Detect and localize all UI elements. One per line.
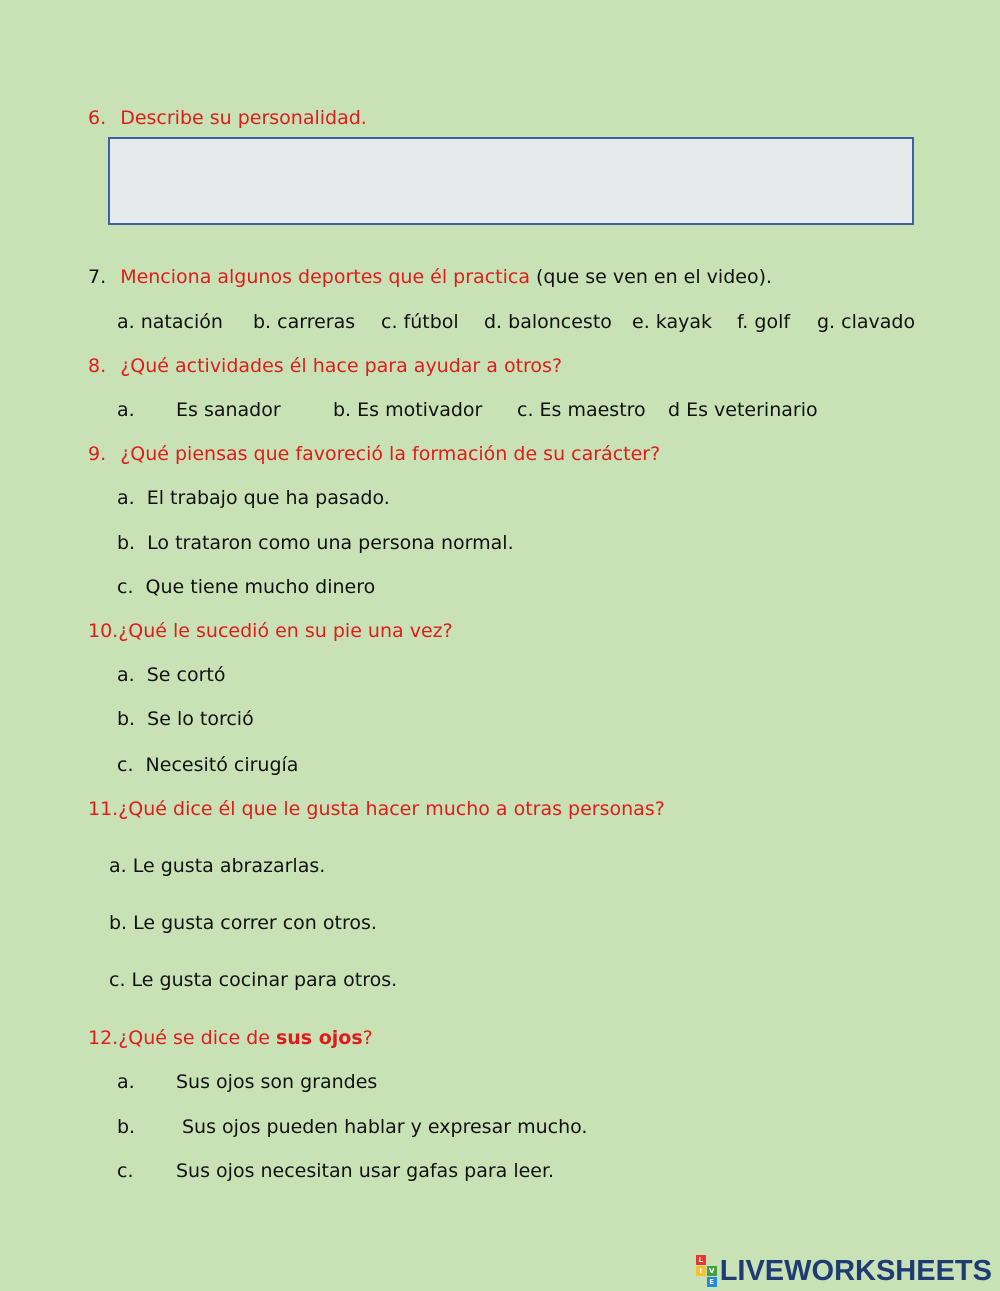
option-text: Necesitó cirugía (145, 754, 299, 776)
logo-letter-l: L (696, 1255, 706, 1265)
option-b[interactable]: b. Le gusta correr con otros. (109, 912, 377, 934)
question-text: Menciona algunos deportes que él practica (120, 266, 530, 288)
option-text: El trabajo que ha pasado. (146, 487, 390, 509)
logo-icon (696, 1255, 717, 1287)
question-note: (que se ven en el video). (529, 266, 773, 288)
question-text: ¿Qué dice él que le gusta hacer mucho a otras personas? (118, 798, 665, 820)
question-number: 8. (88, 355, 107, 377)
logo-letter-i: I (696, 1266, 706, 1276)
option-b[interactable]: b. carreras (253, 311, 356, 333)
question-10 (88, 620, 453, 642)
option-letter: a. (117, 1071, 135, 1093)
option-g[interactable]: g. clavado (817, 311, 916, 333)
option-a[interactable]: a. natación (117, 311, 223, 333)
option-letter: a. (117, 664, 135, 686)
option-letter: c. (117, 754, 134, 776)
option-c[interactable] (117, 754, 298, 776)
option-letter: c. (117, 576, 134, 598)
option-c[interactable]: c. fútbol (381, 311, 459, 333)
option-letter: a. (117, 487, 135, 509)
question-6 (88, 107, 367, 129)
option-b[interactable] (117, 532, 514, 554)
option-c[interactable]: c. Es maestro (517, 399, 646, 421)
question-text-bold: sus ojos (275, 1027, 363, 1049)
question-text: ¿Qué se dice de (118, 1027, 276, 1049)
option-letter: b. (117, 708, 136, 730)
option-text: Sus ojos necesitan usar gafas para leer. (176, 1160, 555, 1182)
question-number: 6. (88, 107, 107, 129)
question-11 (88, 798, 665, 820)
liveworksheets-logo[interactable] (696, 1256, 992, 1286)
logo-letter-v: V (707, 1266, 717, 1276)
option-a[interactable] (117, 487, 390, 509)
question-7 (88, 266, 772, 288)
option-letter: b. (117, 532, 136, 554)
option-text: Lo trataron como una persona normal. (147, 532, 514, 554)
option-c[interactable]: c. Le gusta cocinar para otros. (109, 969, 398, 991)
option-b[interactable] (117, 1116, 588, 1138)
option-text: Se cortó (146, 664, 226, 686)
option-text: Sus ojos pueden hablar y expresar mucho. (182, 1116, 588, 1138)
option-a-letter: a. (117, 399, 135, 421)
option-d[interactable]: d. baloncesto (484, 311, 612, 333)
option-letter: b. (117, 1116, 136, 1138)
question-text: ¿Qué actividades él hace para ayudar a otros? (120, 355, 563, 377)
question-12 (88, 1027, 373, 1049)
option-e[interactable]: e. kayak (632, 311, 712, 333)
option-c[interactable] (117, 576, 375, 598)
answer-text-box[interactable] (108, 137, 914, 225)
question-number: 7. (88, 266, 107, 288)
logo-text: LIVEWORKSHEETS (719, 1254, 992, 1287)
question-9 (88, 443, 660, 465)
option-f[interactable]: f. golf (737, 311, 791, 333)
question-number: 10. (88, 620, 119, 642)
question-number: 9. (88, 443, 107, 465)
logo-letter-e: E (707, 1277, 717, 1287)
option-text: Se lo torció (147, 708, 254, 730)
question-text: Describe su personalidad. (120, 107, 367, 129)
option-a[interactable] (117, 1071, 378, 1093)
option-a[interactable]: a. Le gusta abrazarlas. (109, 855, 326, 877)
option-a[interactable] (117, 664, 225, 686)
question-text: ¿Qué piensas que favoreció la formación de su carácter? (120, 443, 661, 465)
option-text: Que tiene mucho dinero (145, 576, 376, 598)
question-number: 11. (88, 798, 119, 820)
question-text-end: ? (362, 1027, 373, 1049)
option-c[interactable] (117, 1160, 555, 1182)
option-d[interactable]: d Es veterinario (668, 399, 818, 421)
question-number: 12. (88, 1027, 119, 1049)
option-b[interactable]: b. Es motivador (333, 399, 483, 421)
question-8 (88, 355, 562, 377)
option-text: Sus ojos son grandes (176, 1071, 378, 1093)
option-a[interactable]: Es sanador (176, 399, 281, 421)
option-letter: c. (117, 1160, 134, 1182)
option-b[interactable] (117, 708, 254, 730)
question-text: ¿Qué le sucedió en su pie una vez? (118, 620, 453, 642)
